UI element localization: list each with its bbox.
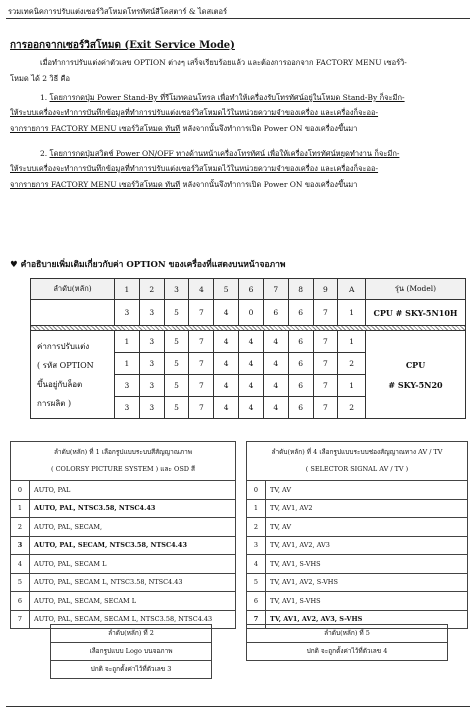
option-value-cell: 4 [263, 397, 288, 419]
method-1-line-1 [40, 92, 405, 104]
option-value-cell: 7 [189, 353, 214, 375]
table-row [11, 555, 236, 574]
option-number: 4 [247, 555, 266, 574]
color-system-value: AUTO, PAL, NTSC3.58, NTSC4.43 [30, 499, 236, 518]
option-value-cell: 6 [288, 331, 313, 353]
option-value-cell: 1 [338, 331, 366, 353]
option-value-cell: 6 [288, 397, 313, 419]
option-value-cell: 4 [239, 331, 264, 353]
option-value-cell: 5 [164, 397, 189, 419]
option-value-cell: 1 [115, 331, 140, 353]
option-value-cell: 3 [139, 375, 164, 397]
table-row [11, 481, 236, 500]
option-value-cell: 3 [139, 353, 164, 375]
option-value-cell: 4 [263, 331, 288, 353]
position-5-title: ลำดับ(หลัก) ที่ 5 [247, 625, 447, 643]
heart-bullet-icon: ♥ [10, 260, 18, 270]
signal-value: TV, AV [266, 518, 468, 537]
table-row [11, 518, 236, 537]
method-2-power-on-text: หลังจากนั้นจึงทำการเปิด Power ON ของเครื่องขึ้นมา [180, 180, 358, 189]
table-row [247, 555, 468, 574]
method-1-exit-text: จากรายการ FACTORY MENU เซอร์วิสโหมด ทันที [10, 124, 181, 133]
option-value-cell: 6 [288, 353, 313, 375]
option-value-cell: 0 [239, 300, 264, 326]
row-label-line: ขึ้นอยู่กับล็อต [37, 379, 83, 389]
method-1-line-2: ให้ระบบเครื่องจะทำการบันทึกข้อมูลที่ทำการปรับแต่งเซอร์วิสโหมดไว้ในหน่วยความจำของเครื่อง และเครื่องก็จะออ- [10, 108, 379, 117]
method-1-number: 1. [40, 93, 50, 102]
method-1-power-on-text: หลังจากนั้นจึงทำการเปิด Power ON ของเครื่องขึ้นมา [180, 124, 358, 133]
option-value-cell: 6 [288, 375, 313, 397]
table-row [247, 573, 468, 592]
option-row-sky-5n10h [31, 300, 466, 326]
option-number: 1 [247, 499, 266, 518]
option-value-cell: 6 [288, 300, 313, 326]
option-value-cell: 7 [313, 300, 338, 326]
signal-value: TV, AV1, AV2 [266, 499, 468, 518]
signal-selector-header [247, 442, 468, 481]
option-number: 7 [11, 610, 30, 629]
option-value-cell: 6 [263, 300, 288, 326]
option-value-cell: 3 [115, 300, 140, 326]
signal-selector-header-line-1: ลำดับ(หลัก) ที่ 4 เลือกรูปแบบระบบช่องสัญญาณทาง AV / TV [271, 448, 443, 456]
option-code-table [30, 278, 466, 419]
table-row [11, 499, 236, 518]
position-cell: 4 [189, 279, 214, 300]
option-value-cell: 4 [214, 375, 239, 397]
option-value-cell: 3 [115, 397, 140, 419]
exit-service-mode-title: การออกจากเซอร์วิสโหมด (Exit Service Mode) [10, 40, 235, 51]
option-value-cell: 7 [189, 331, 214, 353]
option-value-cell: 7 [189, 375, 214, 397]
option-number: 3 [247, 536, 266, 555]
option-value-cell: 4 [214, 300, 239, 326]
color-system-header-line-1: ลำดับ(หลัก) ที่ 1 เลือกรูปแบบระบบสีสัญญาณภาพ [53, 448, 193, 456]
model-line: CPU [405, 359, 426, 370]
position-cell: 3 [164, 279, 189, 300]
logo-setting-desc: เลือกรูปแบบ Logo บนจอภาพ [51, 643, 211, 661]
option-heading-text: คำอธิบายเพิ่มเติมเกี่ยวกับค่า OPTION ของเครื่องที่แสดงบนหน้าจอภาพ [20, 260, 286, 270]
method-2-number: 2. [40, 149, 50, 158]
option-value-cell: 4 [239, 353, 264, 375]
position-cell: 5 [214, 279, 239, 300]
option-number: 6 [247, 592, 266, 611]
table-row [11, 592, 236, 611]
option-value-cell: 7 [313, 331, 338, 353]
signal-selector-table [246, 441, 468, 629]
method-1-line-3 [10, 123, 357, 135]
option-value-cell: 1 [115, 353, 140, 375]
position-cell: 9 [313, 279, 338, 300]
position-cell: 2 [139, 279, 164, 300]
position-cell: A [338, 279, 366, 300]
option-value-cell: 4 [214, 331, 239, 353]
logo-setting-default: ปกติ จะถูกตั้งค่าไว้ที่ตัวเลข 3 [90, 665, 172, 673]
color-system-value: AUTO, PAL [30, 481, 236, 500]
color-system-header [11, 442, 236, 481]
intro-line-2: โหมด ได้ 2 วิธี คือ [10, 74, 71, 83]
option-number: 5 [247, 573, 266, 592]
signal-selector-header-row [247, 442, 468, 481]
option-number: 3 [11, 536, 30, 555]
method-2-line-2: ให้ระบบเครื่องจะทำการบันทึกข้อมูลที่ทำการปรับแต่งเซอร์วิสโหมดไว้ในหน่วยความจำของเครื่อง และเครื่องก็จะออ- [10, 164, 379, 173]
signal-value: TV, AV1, AV2, AV3, S-VHS [266, 610, 468, 629]
logo-setting-box [50, 624, 212, 679]
color-system-value: AUTO, PAL, SECAM L [30, 555, 236, 574]
position-cell: 6 [239, 279, 264, 300]
table-row [247, 481, 468, 500]
position-cell: 7 [263, 279, 288, 300]
option-value-cell: 1 [338, 375, 366, 397]
option-row [31, 331, 466, 353]
color-system-header-line-2: ( COLORSY PICTURE SYSTEM ) และ OSD สี [50, 465, 196, 473]
option-value-cell: 3 [139, 300, 164, 326]
model-cell-sky-5n20 [366, 331, 466, 419]
option-value-cell: 2 [338, 353, 366, 375]
model-cell-sky-5n10h: CPU # SKY-5N10H [366, 300, 466, 326]
option-number: 0 [11, 481, 30, 500]
table-row [247, 518, 468, 537]
table-row [11, 573, 236, 592]
method-2-line-3 [10, 179, 357, 191]
table-row [247, 536, 468, 555]
option-value-cell: 5 [164, 353, 189, 375]
footer-divider [6, 706, 470, 707]
signal-selector-header-line-2: ( SELECTOR SIGNAL AV / TV ) [305, 465, 409, 473]
signal-value: TV, AV1, S-VHS [266, 592, 468, 611]
option-value-cell: 4 [239, 375, 264, 397]
option-value-cell: 4 [239, 397, 264, 419]
option-number: 6 [11, 592, 30, 611]
option-value-cell: 3 [139, 331, 164, 353]
table-row [11, 536, 236, 555]
option-value-cell: 5 [164, 300, 189, 326]
option-value-cell: 3 [115, 375, 140, 397]
position-cell: 8 [288, 279, 313, 300]
color-system-value: AUTO, PAL, SECAM L, NTSC3.58, NTSC4.43 [30, 573, 236, 592]
color-system-value: AUTO, PAL, SECAM, [30, 518, 236, 537]
empty-cell [31, 300, 115, 326]
color-system-table [10, 441, 236, 629]
option-value-cell: 5 [164, 375, 189, 397]
position-5-box [246, 624, 448, 661]
table-row [247, 499, 468, 518]
option-header-row [31, 279, 466, 300]
option-value-cell: 2 [338, 397, 366, 419]
logo-setting-title: ลำดับ(หลัก) ที่ 2 [51, 625, 211, 643]
option-value-cell: 7 [189, 300, 214, 326]
signal-value: TV, AV1, S-VHS [266, 555, 468, 574]
header-divider [6, 18, 470, 19]
option-value-cell: 7 [313, 397, 338, 419]
signal-value: TV, AV1, AV2, S-VHS [266, 573, 468, 592]
row-label-line: ( รหัส OPTION [37, 360, 94, 370]
option-number: 2 [11, 518, 30, 537]
option-value-cell: 7 [313, 353, 338, 375]
option-number: 5 [11, 573, 30, 592]
model-column-header: รุ่น (Model) [366, 279, 466, 300]
method-2-text: โดยการกดปุ่มสวิตช์ Power ON/OFF ทางด้านหน้าเครื่องโทรทัศน์ เพื่อให้เครื่องโทรทัศน์หยุดทำงาน ก็จะมีก- [49, 149, 400, 158]
option-section-heading [10, 257, 286, 271]
position-column-header: ลำดับ(หลัก) [31, 279, 115, 300]
option-value-cell: 5 [164, 331, 189, 353]
model-line: # SKY-5N20 [388, 379, 443, 390]
table-row [247, 592, 468, 611]
position-cell: 1 [115, 279, 140, 300]
option-value-cell: 4 [214, 397, 239, 419]
option-value-cell: 7 [189, 397, 214, 419]
method-2-exit-text: จากรายการ FACTORY MENU เซอร์วิสโหมด ทันที [10, 180, 181, 189]
option-number: 4 [11, 555, 30, 574]
color-system-value: AUTO, PAL, SECAM, SECAM L, NTSC3.58, NTSC4.43 [30, 610, 236, 629]
option-number: 2 [247, 518, 266, 537]
option-number: 0 [247, 481, 266, 500]
option-number: 7 [247, 610, 266, 629]
color-system-header-row [11, 442, 236, 481]
option-value-cell: 4 [263, 375, 288, 397]
option-row-label [31, 331, 115, 419]
color-system-value: AUTO, PAL, SECAM, NTSC3.58, NTSC4.43 [30, 536, 236, 555]
signal-value: TV, AV [266, 481, 468, 500]
option-value-cell: 3 [139, 397, 164, 419]
option-value-cell: 4 [214, 353, 239, 375]
method-1-text: โดยการกดปุ่ม Power Stand-By ที่รีโมทคอนโทรล เพื่อทำให้เครื่องรับโทรทัศน์อยู่ในโหมด Stand-By ก็จะมีก- [49, 93, 405, 102]
row-label-line: การผลิต ) [37, 398, 72, 408]
option-value-cell: 7 [313, 375, 338, 397]
row-label-line: ค่าการปรับแต่ง [37, 341, 90, 351]
color-system-value: AUTO, PAL, SECAM, SECAM L [30, 592, 236, 611]
option-value-cell: 1 [338, 300, 366, 326]
signal-value: TV, AV1, AV2, AV3 [266, 536, 468, 555]
intro-line-1: เมื่อทำการปรับแต่งค่าตัวเลข OPTION ต่างๆ เสร็จเรียบร้อยแล้ว และต้องการออกจาก FACTORY MENU เซอร์วิ- [40, 58, 407, 67]
page-header: รวมเทคนิคการปรับแต่งเซอร์วิสโหมดโทรทัศน์สีโคสตาร์ & ไดสเตอร์ [8, 7, 228, 16]
position-5-default: ปกติ จะถูกตั้งค่าไว้ที่ตัวเลข 4 [306, 647, 388, 655]
method-2-line-1 [40, 148, 399, 160]
option-value-cell: 4 [263, 353, 288, 375]
option-number: 1 [11, 499, 30, 518]
